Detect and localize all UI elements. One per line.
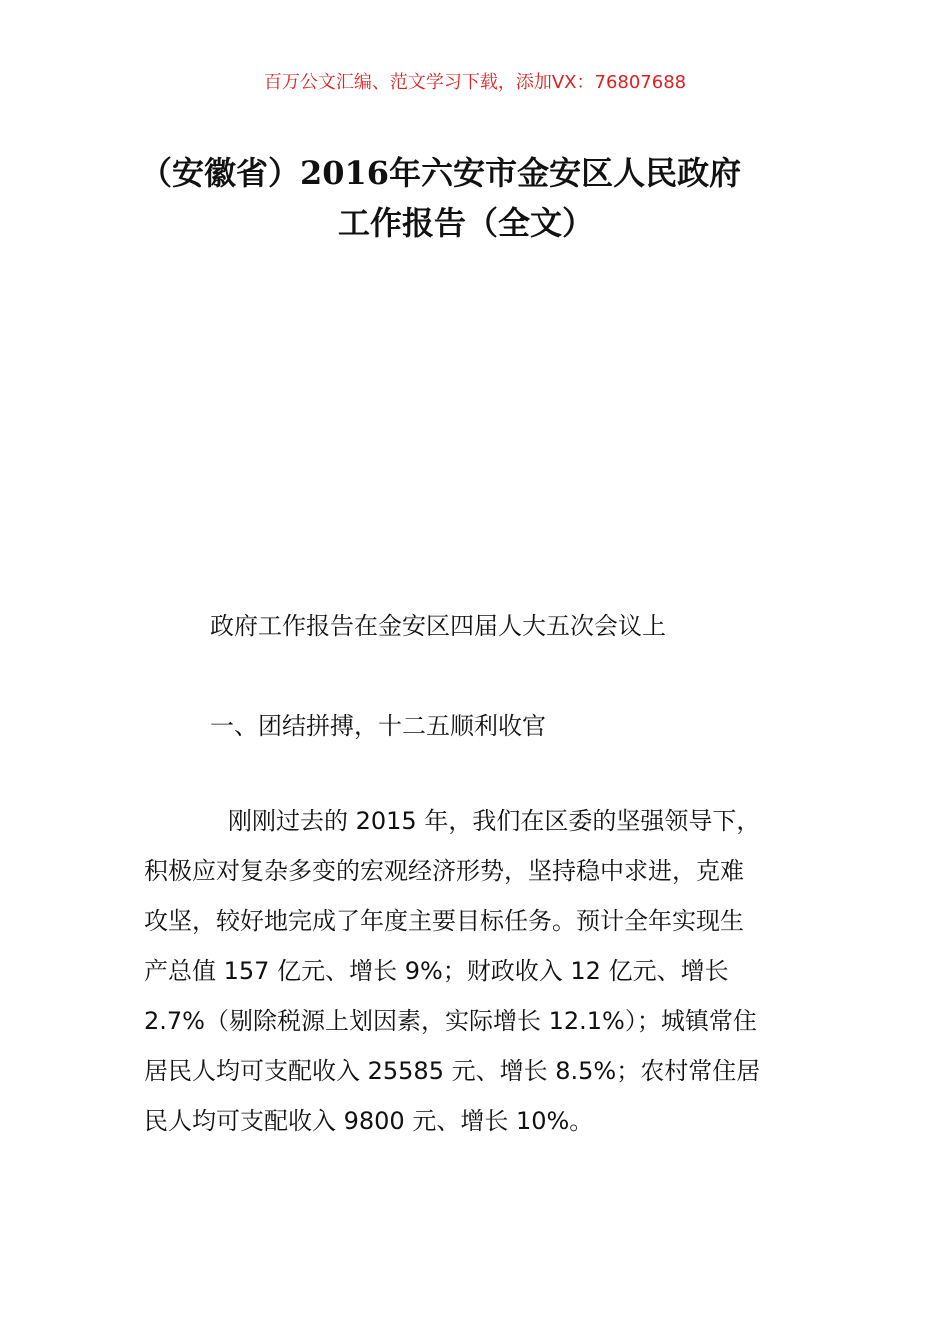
paragraph-line: 刚刚过去的 2015 年，我们在区委的坚强领导下， xyxy=(228,807,761,835)
paragraph-line: 2.7%（剔除税源上划因素，实际增长 12.1%）；城镇常住 xyxy=(144,1007,757,1035)
report-subtitle: 政府工作报告在金安区四届人大五次会议上 xyxy=(210,612,666,640)
document-title xyxy=(140,148,820,248)
document-title-line-1: （安徽省）2016年六安市金安区人民政府 xyxy=(140,154,742,192)
body-paragraph xyxy=(144,796,810,1146)
paragraph-line: 积极应对复杂多变的宏观经济形势，坚持稳中求进，克难 xyxy=(144,857,744,885)
paragraph-line: 民人均可支配收入 9800 元、增长 10%。 xyxy=(144,1107,594,1135)
paragraph-line: 产总值 157 亿元、增长 9%；财政收入 12 亿元、增长 xyxy=(144,957,729,985)
document-title-line-2: 工作报告（全文） xyxy=(338,204,595,242)
paragraph-line: 攻坚，较好地完成了年度主要目标任务。预计全年实现生 xyxy=(144,907,744,935)
paragraph-line: 居民人均可支配收入 25585 元、增长 8.5%；农村常住居 xyxy=(144,1057,761,1085)
header-watermark-note: 百万公文汇编、范文学习下载，添加VX：76807688 xyxy=(263,72,687,93)
section-heading-1: 一、团结拼搏，十二五顺利收官 xyxy=(210,712,546,740)
